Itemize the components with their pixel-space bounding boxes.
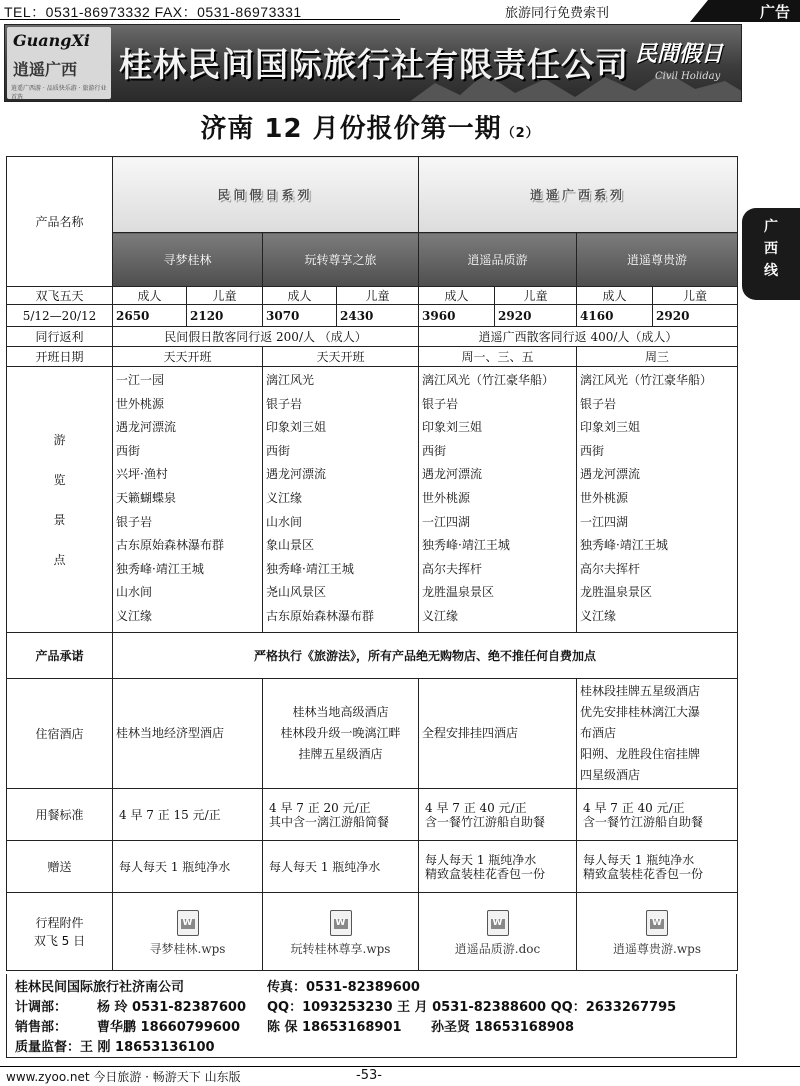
attachment-file[interactable] <box>113 893 263 971</box>
hotel-label: 住宿酒店 <box>7 679 113 789</box>
page-title <box>0 108 740 145</box>
cell-line: 山水间 <box>116 585 153 600</box>
contact-fax: 传真：0531-82389600 <box>267 980 420 995</box>
flight-label: 双飞五天 <box>7 287 113 305</box>
start-date: 周一、三、五 <box>419 347 577 367</box>
contact-block <box>6 974 737 1058</box>
price-adult: 2650 <box>113 305 187 327</box>
child-header: 儿童 <box>495 287 577 305</box>
cell-line: 象山景区 <box>266 538 315 553</box>
spots-label <box>7 367 113 633</box>
footer-site: www.zyoo.net 今日旅游 · 畅游天下 山东版 <box>6 1070 241 1084</box>
series-xiaoyao: 逍遥广西系列 <box>419 157 738 233</box>
cell-line: 遇龙河漂流 <box>266 467 327 482</box>
cell-line: 印象刘三姐 <box>266 420 327 435</box>
cell-line: 精致盒装桂花香包一份 <box>425 866 546 881</box>
spots-label-char: 点 <box>53 552 66 567</box>
page-number: -53- <box>356 1068 382 1083</box>
cell-line: 银子岩 <box>422 396 459 411</box>
cell-line: 优先安排桂林漓江大瀑 <box>580 705 701 719</box>
price-child: 2430 <box>337 305 419 327</box>
attachment-label-line: 行程附件 <box>35 915 84 930</box>
cell-line: 龙胜温泉景区 <box>422 585 495 600</box>
cell-line: 独秀峰·靖江王城 <box>422 538 510 553</box>
cell-line: 西街 <box>266 443 291 458</box>
cell-line: 每人每天 1 瓶纯净水 <box>425 852 537 867</box>
attachment-label <box>7 893 113 971</box>
cell-line: 精致盒装桂花香包一份 <box>583 866 704 881</box>
cell-line: 遇龙河漂流 <box>422 467 483 482</box>
attachment-file[interactable] <box>263 893 419 971</box>
document-icon <box>646 910 668 936</box>
cell-line: 布酒店 <box>580 726 617 740</box>
sales-contact: 曹华鹏 18660799600 <box>97 1020 241 1035</box>
cell-line: 每人每天 1 瓶纯净水 <box>269 859 381 874</box>
spots-label-char: 览 <box>53 472 66 487</box>
product-name-label: 产品名称 <box>7 157 113 287</box>
hotel-cell <box>419 679 577 789</box>
child-header: 儿童 <box>653 287 738 305</box>
product-wanzhuan: 玩转尊享之旅 <box>263 233 419 287</box>
region-tab-char: 线 <box>764 263 778 279</box>
cell-line: 银子岩 <box>266 396 303 411</box>
product-pinzhi: 逍遥品质游 <box>419 233 577 287</box>
company-name: 桂林民间国际旅行社有限责任公司 <box>119 45 629 84</box>
planning-contact-qq: QQ：1093253230 王 月 0531-82388600 QQ：2633267795 <box>267 1000 677 1015</box>
brand-logo: 民間假日 <box>635 42 724 67</box>
price-table <box>6 156 738 971</box>
region-tab <box>742 208 800 300</box>
spots-list <box>419 367 577 633</box>
spots-label-char: 游 <box>53 432 66 447</box>
cell-line: 义江缘 <box>266 490 303 505</box>
attachment-filename: 逍遥品质游.doc <box>454 942 541 956</box>
sales-contact: 孙圣贤 18653168908 <box>431 1020 575 1035</box>
region-tab-char: 西 <box>764 241 778 257</box>
price-child: 2920 <box>495 305 577 327</box>
cell-line: 西街 <box>580 443 605 458</box>
sales-label: 销售部： <box>15 1020 68 1035</box>
ad-tag: 广告 <box>690 0 800 22</box>
gift-cell <box>263 841 419 893</box>
spots-list <box>113 367 263 633</box>
document-icon <box>177 910 199 936</box>
promise-label: 产品承诺 <box>7 633 113 679</box>
cell-line: 世外桃源 <box>422 490 471 505</box>
start-date: 天天开班 <box>263 347 419 367</box>
cell-line: 兴坪·渔村 <box>116 467 168 482</box>
price-child: 2920 <box>653 305 738 327</box>
cell-line: 西街 <box>116 443 141 458</box>
cell-line: 阳朔、龙胜段住宿挂牌 <box>580 747 701 761</box>
attachment-filename: 逍遥尊贵游.wps <box>613 942 701 956</box>
meal-cell <box>577 789 738 841</box>
spots-list <box>263 367 419 633</box>
cell-line: 一江四湖 <box>580 514 629 529</box>
rebate-minjian: 民间假日散客同行返 200/人 （成人） <box>113 327 419 347</box>
adult-header: 成人 <box>419 287 495 305</box>
attachment-label-line: 双飞 5 日 <box>33 933 86 948</box>
document-icon <box>487 910 509 936</box>
promise-text: 严格执行《旅游法》，所有产品绝无购物店、绝不推任何自费加点 <box>113 633 738 679</box>
phone-fax: TEL：0531-86973332 FAX：0531-86973331 <box>4 4 302 20</box>
spots-label-char: 景 <box>53 512 66 527</box>
cell-line: 桂林段挂牌五星级酒店 <box>580 684 701 698</box>
hotel-cell <box>263 679 419 789</box>
start-date: 周三 <box>577 347 738 367</box>
date-range: 5/12—20/12 <box>7 305 113 327</box>
planning-label: 计调部： <box>15 1000 68 1015</box>
cell-line: 独秀峰·靖江王城 <box>266 561 354 576</box>
cell-line: 一江四湖 <box>422 514 471 529</box>
logo-english: GuangXi <box>13 31 90 50</box>
meal-cell <box>263 789 419 841</box>
page-title-main: 济南 12 月份报价第一期 <box>200 114 502 144</box>
region-tab-char: 广 <box>764 219 778 235</box>
cell-line: 四星级酒店 <box>580 768 641 782</box>
spots-list <box>577 367 738 633</box>
cell-line: 义江缘 <box>116 608 153 623</box>
cell-line: 银子岩 <box>580 396 617 411</box>
cell-line: 全程安排挂四酒店 <box>422 726 519 740</box>
cell-line: 遇龙河漂流 <box>116 420 177 435</box>
cell-line: 漓江风光 <box>266 373 315 387</box>
document-icon <box>330 910 352 936</box>
footer-rule <box>0 1066 800 1067</box>
cell-line: 每人每天 1 瓶纯净水 <box>119 859 231 874</box>
cell-line: 独秀峰·靖江王城 <box>580 538 668 553</box>
logo-chinese: 逍遥广西 <box>13 60 78 79</box>
sales-contact: 陈 保 18653168901 <box>267 1020 402 1035</box>
cell-line: 4 早 7 正 20 元/正 <box>269 800 371 815</box>
top-underline <box>0 19 400 20</box>
company-banner <box>4 24 742 102</box>
cell-line: 世外桃源 <box>580 490 629 505</box>
planning-contact: 杨 玲 0531-82387600 <box>97 1000 246 1015</box>
price-adult: 4160 <box>577 305 653 327</box>
cell-line: 高尔夫挥杆 <box>580 561 641 576</box>
page-title-sub: （2） <box>501 126 540 141</box>
product-zungui: 逍遥尊贵游 <box>577 233 738 287</box>
cell-line: 4 早 7 正 40 元/正 <box>583 800 685 815</box>
price-adult: 3960 <box>419 305 495 327</box>
child-header: 儿童 <box>187 287 263 305</box>
attachment-file[interactable] <box>577 893 738 971</box>
logo-slogan: 逍遥广西游 · 品质快乐游 · 旅游行业首选 <box>11 85 107 101</box>
cell-line: 义江缘 <box>580 608 617 623</box>
gift-cell <box>419 841 577 893</box>
child-header: 儿童 <box>337 287 419 305</box>
cell-line: 漓江风光（竹江豪华船） <box>580 373 713 387</box>
product-xunmeng: 寻梦桂林 <box>113 233 263 287</box>
cell-line: 4 早 7 正 40 元/正 <box>425 800 527 815</box>
footer <box>0 1066 800 1086</box>
price-adult: 3070 <box>263 305 337 327</box>
cell-line: 尧山风景区 <box>266 585 327 600</box>
cell-line: 4 早 7 正 15 元/正 <box>119 807 221 822</box>
rebate-label: 同行返利 <box>7 327 113 347</box>
quality-contact: 质量监督：王 刚 18653136100 <box>15 1040 215 1055</box>
cell-line: 龙胜温泉景区 <box>580 585 653 600</box>
cell-line: 含一餐竹江游船自助餐 <box>425 814 546 829</box>
cell-line: 桂林段升级一晚漓江畔 <box>280 726 401 740</box>
cell-line: 印象刘三姐 <box>422 420 483 435</box>
cell-line: 山水间 <box>266 514 303 529</box>
top-bar <box>0 0 800 22</box>
start-date: 天天开班 <box>113 347 263 367</box>
cell-line: 古东原始森林瀑布群 <box>116 538 225 553</box>
attachment-file[interactable] <box>419 893 577 971</box>
hotel-cell <box>577 679 738 789</box>
cell-line: 印象刘三姐 <box>580 420 641 435</box>
adult-header: 成人 <box>113 287 187 305</box>
cell-line: 世外桃源 <box>116 396 165 411</box>
cell-line: 漓江风光（竹江豪华船） <box>422 373 555 387</box>
contact-company: 桂林民间国际旅行社济南公司 <box>15 980 185 995</box>
meal-label: 用餐标准 <box>7 789 113 841</box>
cell-line: 挂牌五星级酒店 <box>298 747 383 761</box>
gift-cell <box>113 841 263 893</box>
publication-title: 旅游同行免费索刊 <box>505 6 610 21</box>
cell-line: 银子岩 <box>116 514 153 529</box>
logo <box>7 27 111 99</box>
cell-line: 一江一园 <box>116 373 165 387</box>
cell-line: 西街 <box>422 443 447 458</box>
rebate-xiaoyao: 逍遥广西散客同行返 400/人（成人） <box>419 327 738 347</box>
cell-line: 其中含一漓江游船简餐 <box>269 814 390 829</box>
cell-line: 遇龙河漂流 <box>580 467 641 482</box>
attachment-filename: 玩转桂林尊享.wps <box>290 942 391 956</box>
start-date-label: 开班日期 <box>7 347 113 367</box>
cell-line: 每人每天 1 瓶纯净水 <box>583 852 695 867</box>
cell-line: 古东原始森林瀑布群 <box>266 608 375 623</box>
hotel-cell <box>113 679 263 789</box>
series-minjian: 民间假日系列 <box>113 157 419 233</box>
cell-line: 义江缘 <box>422 608 459 623</box>
gift-label: 赠送 <box>7 841 113 893</box>
cell-line: 独秀峰·靖江王城 <box>116 561 204 576</box>
adult-header: 成人 <box>263 287 337 305</box>
cell-line: 高尔夫挥杆 <box>422 561 483 576</box>
gift-cell <box>577 841 738 893</box>
price-child: 2120 <box>187 305 263 327</box>
cell-line: 天籁蝴蝶泉 <box>116 490 177 505</box>
cell-line: 桂林当地经济型酒店 <box>116 726 225 740</box>
adult-header: 成人 <box>577 287 653 305</box>
brand-english: Civil Holiday <box>655 71 721 82</box>
meal-cell <box>113 789 263 841</box>
cell-line: 含一餐竹江游船自助餐 <box>583 814 704 829</box>
cell-line: 桂林当地高级酒店 <box>292 705 389 719</box>
attachment-filename: 寻梦桂林.wps <box>149 942 226 956</box>
meal-cell <box>419 789 577 841</box>
